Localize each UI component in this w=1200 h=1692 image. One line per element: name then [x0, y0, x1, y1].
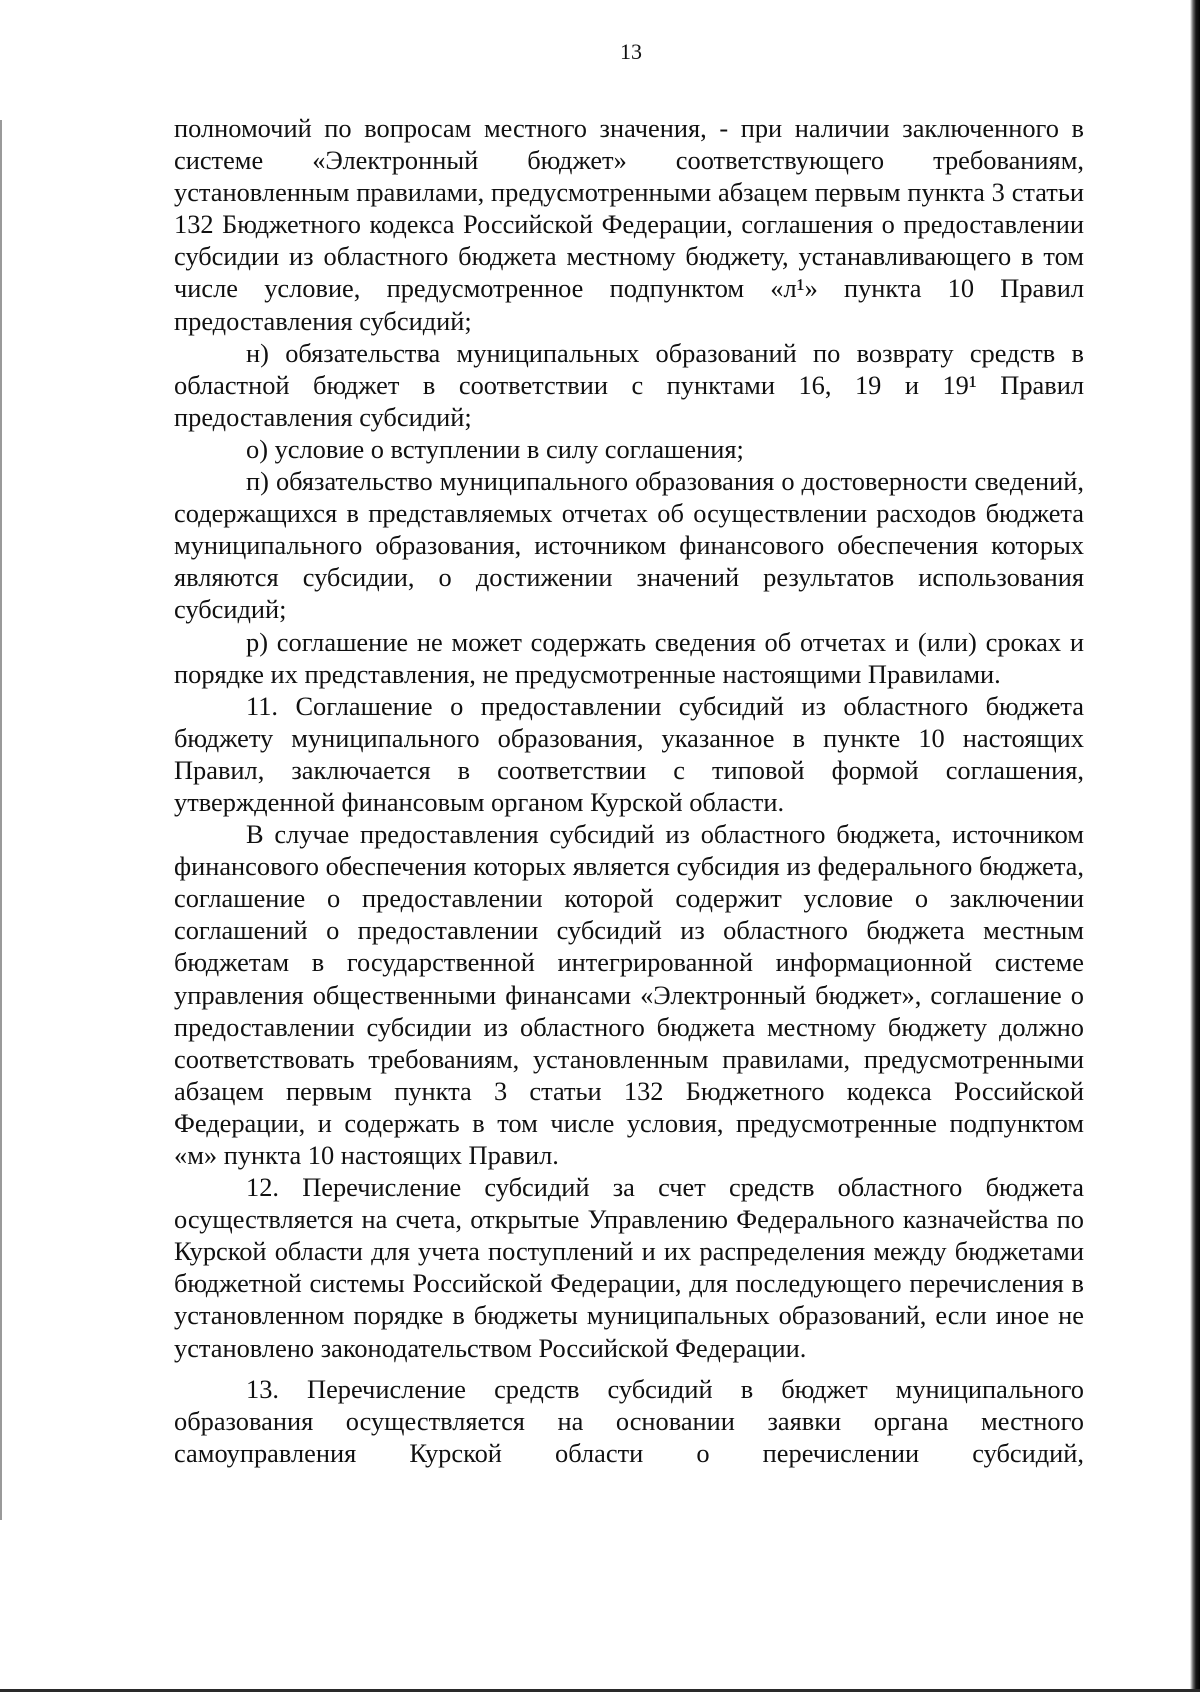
paragraph-subitem-o: о) условие о вступлении в силу соглашения;: [246, 433, 744, 464]
paragraph-item-12: 12. Перечисление субсидий за счет средств областного бюджета осуществляется на счета, открытые Управлению Федерального казначейства по Курской области для учета поступлений и их распределения между бюджетами бюджетной системы Российской Федерации, для последующего перечисления в установленном порядке в бюджеты муниципальных образований, если иное не установлено законодательством Российской Федерации.: [174, 1172, 1084, 1363]
paragraph-subitem-r: р) соглашение не может содержать сведения об отчетах и (или) сроках и порядке их представления, не предусмотренные настоящими Правилами.: [174, 626, 1084, 689]
paragraph-item-13: 13. Перечисление средств субсидий в бюджет муниципального образования осуществляется на основании заявки органа местного самоуправления Курской области о перечислении субсидий,: [174, 1373, 1084, 1468]
paragraph-gap: [174, 1364, 1084, 1373]
scan-edge-left: [0, 120, 2, 1520]
document-body: [174, 112, 1084, 1469]
scan-edge-right: [1190, 0, 1200, 1692]
paragraph-item-11: 11. Соглашение о предоставлении субсидий из областного бюджета бюджету муниципального образования, указанное в пункте 10 настоящих Правил, заключается в соответствии с типовой формой соглашения, утвержденной финансовым органом Курской области.: [174, 690, 1084, 817]
paragraph-subitem-n: н) обязательства муниципальных образований по возврату средств в областной бюджет в соответствии с пунктами 16, 19 и 19¹ Правил предоставления субсидий;: [174, 337, 1084, 432]
paragraph-continuation: полномочий по вопросам местного значения, - при наличии заключенного в системе «Электронный бюджет» соответствующего требованиям, установленным правилами, предусмотренными абзацем первым пункта 3 статьи 132 Бюджетного кодекса Российской Федерации, соглашения о предоставлении субсидии из областного бюджета местному бюджету, устанавливающего в том числе условие, предусмотренное подпунктом «л¹» пункта 10 Правил предоставления субсидий;: [174, 113, 1084, 336]
page-number: 13: [620, 39, 642, 64]
paragraph-item-11-case: В случае предоставления субсидий из областного бюджета, источником финансового обеспечения которых является субсидия из федерального бюджета, соглашение о предоставлении которой содержит условие о заключении соглашений о предоставлении субсидий из областного бюджета местным бюджетам в государственной интегрированной информационной системе управления общественными финансами «Электронный бюджет», соглашение о предоставлении субсидии из областного бюджета местному бюджету должно соответствовать требованиям, установленным правилами, предусмотренными абзацем первым пункта 3 статьи 132 Бюджетного кодекса Российской Федерации, и содержать в том числе условия, предусмотренные подпунктом «м» пункта 10 настоящих Правил.: [174, 819, 1084, 1170]
paragraph-subitem-p: п) обязательство муниципального образования о достоверности сведений, содержащихся в представляемых отчетах об осуществлении расходов бюджета муниципального образования, источником финансового обеспечения которых являются субсидии, о достижении значений результатов использования субсидий;: [174, 466, 1084, 625]
